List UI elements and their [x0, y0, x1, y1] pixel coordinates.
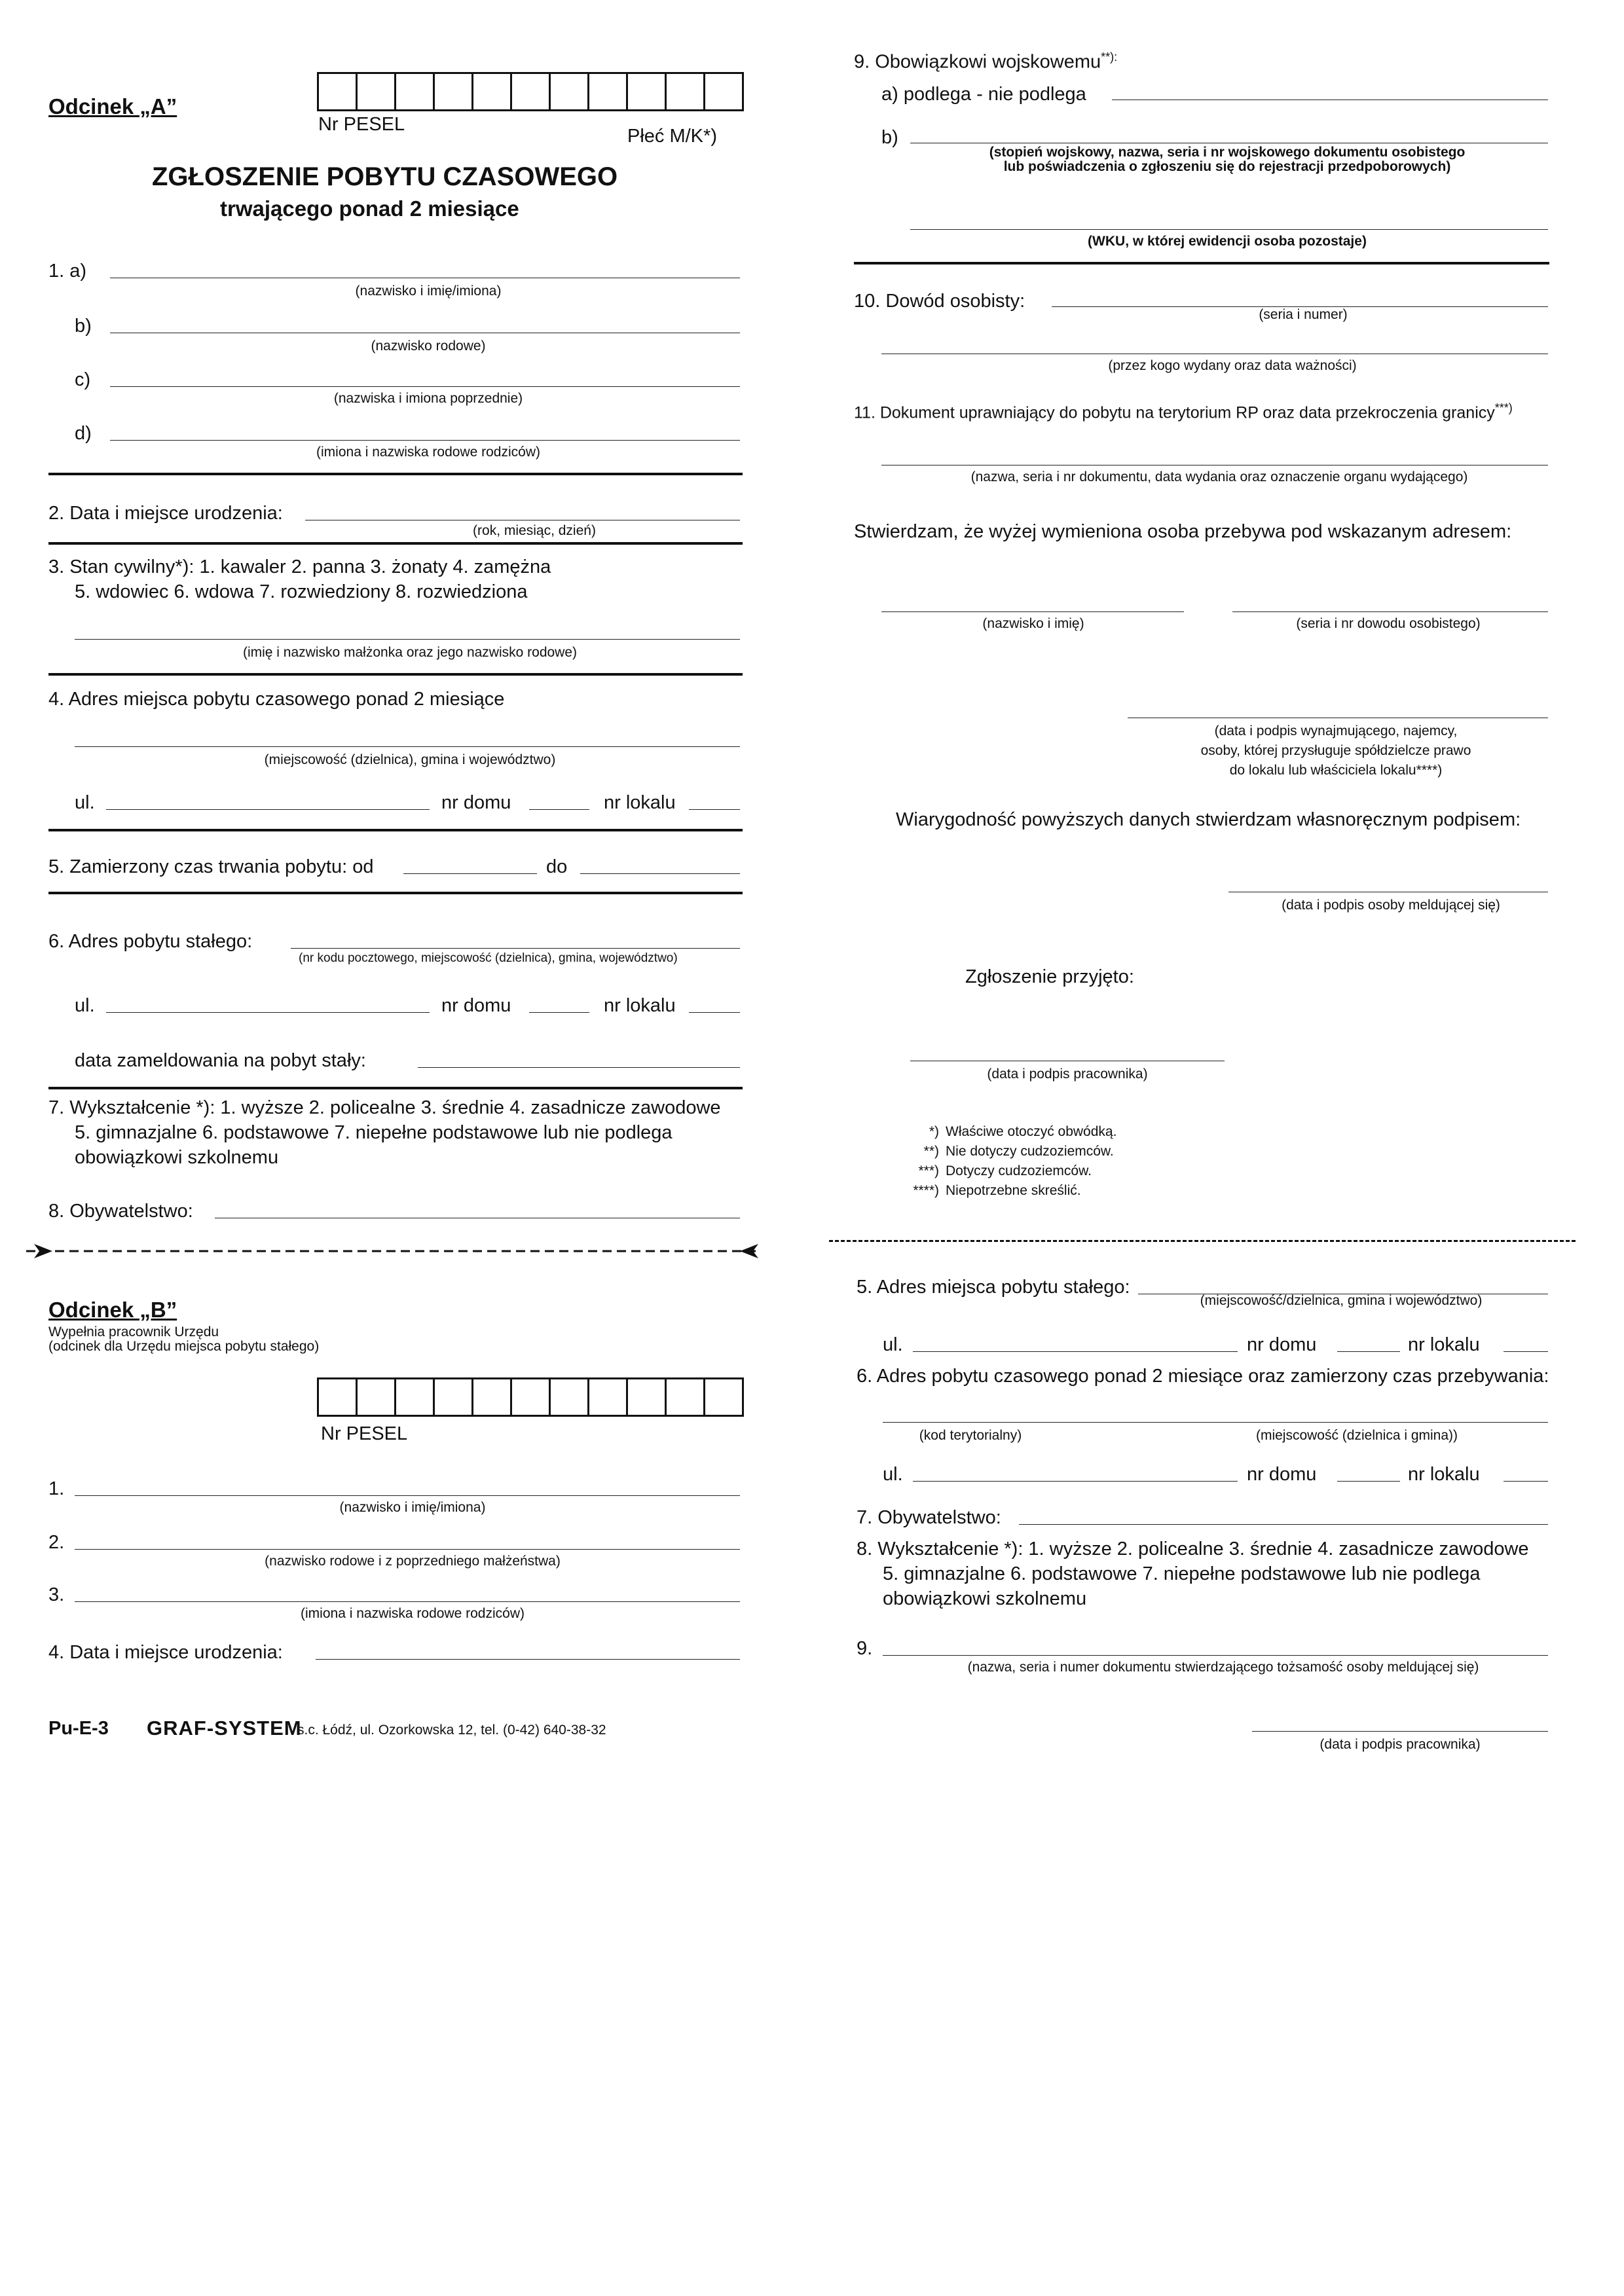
pesel-digit-box[interactable]: [589, 74, 628, 109]
rb5-label: 5. Adres miejsca pobytu stałego:: [857, 1277, 1130, 1298]
form-title: ZGŁOSZENIE POBYTU CZASOWEGO: [152, 162, 618, 191]
item1a-label: 1. a): [48, 261, 87, 282]
rb6-label: 6. Adres pobytu czasowego ponad 2 miesiące oraz zamierzony czas przebywania:: [857, 1366, 1549, 1387]
r11-hint: (nazwa, seria i nr dokumentu, data wydania oraz oznaczenie organu wydającego): [970, 469, 1468, 484]
item5-to-label: do: [546, 856, 568, 877]
item6-registered-label: data zameldowania na pobyt stały:: [75, 1050, 366, 1071]
item6-ul-label: ul.: [75, 995, 95, 1016]
item4-flat-line[interactable]: [689, 809, 740, 810]
rb8-line1[interactable]: 8. Wykształcenie *): 1. wyższe 2. policealne 3. średnie 4. zasadnicze zawodowe: [857, 1539, 1529, 1559]
pesel-digit-box[interactable]: [551, 1379, 589, 1415]
pesel-digit-box[interactable]: [319, 1379, 358, 1415]
pesel-digit-box[interactable]: [396, 74, 435, 109]
item8-label: 8. Obywatelstwo:: [48, 1201, 193, 1222]
item5-from-line[interactable]: [403, 873, 537, 874]
note-mark: **): [923, 1144, 939, 1159]
section-b-sub1: Wypełnia pracownik Urzędu: [48, 1324, 219, 1339]
note-mark: *): [929, 1124, 939, 1139]
r9a-label[interactable]: a) podlega - nie podlega: [881, 84, 1086, 105]
confirm-name-hint: (nazwisko i imię): [982, 616, 1084, 631]
arrow-right-icon: [34, 1244, 52, 1258]
rb6-house-label: nr domu: [1247, 1464, 1317, 1485]
item2-label: 2. Data i miejsce urodzenia:: [48, 503, 283, 524]
item4-hint: (miejscowość (dzielnica), gmina i województwo): [264, 752, 556, 767]
brand-logo: GRAF-SYSTEM: [147, 1717, 302, 1740]
rb5-flat-line[interactable]: [1504, 1351, 1548, 1352]
gender-label: Płeć M/K*): [627, 126, 717, 147]
item3-options-2[interactable]: 5. wdowiec 6. wdowa 7. rozwiedziony 8. rozwiedziona: [75, 581, 528, 602]
item1b-label: b): [75, 316, 92, 337]
rb5-street-line[interactable]: [913, 1351, 1238, 1352]
pesel-digit-box[interactable]: [512, 74, 551, 109]
b4-line[interactable]: [316, 1659, 740, 1660]
item1c-line[interactable]: [110, 386, 740, 387]
rb9-hint: (nazwa, seria i numer dokumentu stwierdzającego tożsamość osoby meldującej się): [967, 1660, 1479, 1675]
b1-label: 1.: [48, 1478, 65, 1499]
rb6-house-line[interactable]: [1337, 1481, 1400, 1482]
rb6-flat-line[interactable]: [1504, 1481, 1548, 1482]
item1c-hint: (nazwiska i imiona poprzednie): [333, 391, 523, 406]
r9-wku-hint: (WKU, w której ewidencji osoba pozostaje): [1088, 234, 1367, 249]
item7-line3[interactable]: obowiązkowi szkolnemu: [75, 1147, 279, 1168]
r-footer-line[interactable]: [1252, 1731, 1548, 1732]
item6-flat-line[interactable]: [689, 1012, 740, 1013]
r9-wku-line[interactable]: [910, 229, 1548, 230]
item1d-label: d): [75, 423, 92, 444]
note-text: Niepotrzebne skreślić.: [946, 1183, 1081, 1198]
item1a-hint: (nazwisko i imię/imiona): [355, 283, 502, 299]
b4-label: 4. Data i miejsce urodzenia:: [48, 1642, 283, 1663]
pesel-digit-box[interactable]: [628, 74, 667, 109]
confirm-text: Stwierdzam, że wyżej wymieniona osoba przebywa pod wskazanym adresem:: [854, 521, 1512, 542]
item6-house-label: nr domu: [441, 995, 511, 1016]
item4-ul-label: ul.: [75, 792, 95, 813]
item6-label: 6. Adres pobytu stałego:: [48, 931, 253, 952]
pesel-digit-box[interactable]: [589, 1379, 628, 1415]
note-text: Dotyczy cudzoziemców.: [946, 1163, 1092, 1178]
section-b-sub2: (odcinek dla Urzędu miejsca pobytu stałego): [48, 1339, 320, 1354]
pesel-digit-box[interactable]: [358, 74, 396, 109]
form-code: Pu-E-3: [48, 1718, 109, 1739]
rb8-line3[interactable]: obowiązkowi szkolnemu: [883, 1588, 1087, 1609]
rb5-house-label: nr domu: [1247, 1334, 1317, 1355]
r10-label: 10. Dowód osobisty:: [854, 291, 1025, 312]
rb6-hint1: (kod terytorialny): [919, 1428, 1022, 1443]
accepted-text: Zgłoszenie przyjęto:: [965, 966, 1134, 987]
item6-line[interactable]: [291, 948, 740, 949]
b1-hint: (nazwisko i imię/imiona): [339, 1500, 486, 1515]
pesel-digit-box[interactable]: [667, 1379, 705, 1415]
pesel-digit-box[interactable]: [551, 74, 589, 109]
note-mark: ***): [918, 1163, 939, 1178]
pesel-digit-box[interactable]: [435, 1379, 473, 1415]
rb6-hint2: (miejscowość (dzielnica i gmina)): [1255, 1428, 1458, 1443]
item6-street-line[interactable]: [106, 1012, 430, 1013]
section-a-title: Odcinek „A”: [48, 94, 177, 118]
divider: [48, 473, 743, 475]
pesel-label-b: Nr PESEL: [321, 1423, 408, 1444]
pesel-label: Nr PESEL: [318, 114, 405, 135]
landlord-hint2: osoby, której przysługuje spółdzielcze prawo: [1200, 743, 1471, 758]
item3-spouse-line[interactable]: [75, 639, 740, 640]
note-text: Nie dotyczy cudzoziemców.: [946, 1144, 1114, 1159]
item1b-hint: (nazwisko rodowe): [371, 338, 486, 354]
rb6-ul-label: ul.: [883, 1464, 903, 1485]
item4-line[interactable]: [75, 746, 740, 747]
divider: [48, 542, 743, 545]
b3-hint: (imiona i nazwiska rodowe rodziców): [301, 1606, 525, 1621]
landlord-hint3: do lokalu lub właściciela lokalu****): [1229, 763, 1443, 778]
landlord-hint1: (data i podpis wynajmującego, najemcy,: [1214, 723, 1458, 738]
r9b-hint1: (stopień wojskowy, nazwa, seria i nr wojskowego dokumentu osobistego: [989, 145, 1466, 160]
pesel-digit-box[interactable]: [435, 74, 473, 109]
rb6-line[interactable]: [883, 1422, 1548, 1423]
item4-house-line[interactable]: [529, 809, 589, 810]
note-mark: ****): [913, 1183, 939, 1198]
item1d-hint: (imiona i nazwiska rodowe rodziców): [316, 445, 540, 460]
item7-line1[interactable]: 7. Wykształcenie *): 1. wyższe 2. policealne 3. średnie 4. zasadnicze zawodowe: [48, 1097, 721, 1118]
item1d-line[interactable]: [110, 440, 740, 441]
cut-line-right: [829, 1240, 1576, 1242]
pesel-digit-box[interactable]: [358, 1379, 396, 1415]
item4-street-line[interactable]: [106, 809, 430, 810]
divider: [48, 1087, 743, 1089]
r9b-hint2: lub poświadczenia o zgłoszeniu się do rejestracji przedpoborowych): [1003, 159, 1451, 174]
form-subtitle: trwającego ponad 2 miesiące: [220, 196, 519, 221]
b3-line[interactable]: [75, 1601, 740, 1602]
pesel-digit-box[interactable]: [705, 74, 742, 109]
pesel-digit-box[interactable]: [396, 1379, 435, 1415]
item3-hint: (imię i nazwisko małżonka oraz jego nazwisko rodowe): [242, 645, 578, 660]
pesel-digit-box[interactable]: [473, 74, 512, 109]
item1c-label: c): [75, 369, 91, 390]
item2-hint: (rok, miesiąc, dzień): [473, 523, 596, 538]
pesel-digit-box[interactable]: [667, 74, 705, 109]
confirm-name-line[interactable]: [881, 611, 1184, 612]
pesel-digit-box[interactable]: [512, 1379, 551, 1415]
rb9-label: 9.: [857, 1638, 873, 1659]
r9-label: 9. Obowiązkowi wojskowemu**):: [854, 50, 1118, 73]
credibility-hint: (data i podpis osoby meldującej się): [1282, 898, 1500, 913]
pesel-digit-box[interactable]: [705, 1379, 742, 1415]
rb5-flat-label: nr lokalu: [1408, 1334, 1480, 1355]
pesel-boxes[interactable]: [317, 72, 744, 111]
divider: [48, 892, 743, 894]
confirm-id-hint: (seria i nr dowodu osobistego): [1296, 616, 1481, 631]
pesel-digit-box[interactable]: [628, 1379, 667, 1415]
b1-line[interactable]: [75, 1495, 740, 1496]
r-footer-hint: (data i podpis pracownika): [1320, 1737, 1481, 1752]
brand-address: s.c. Łódź, ul. Ozorkowska 12, tel. (0-42) 640-38-32: [297, 1722, 606, 1738]
rb5-house-line[interactable]: [1337, 1351, 1400, 1352]
item5-label: 5. Zamierzony czas trwania pobytu: od: [48, 856, 374, 877]
confirm-id-line[interactable]: [1232, 611, 1548, 612]
b2-line[interactable]: [75, 1549, 740, 1550]
item4-flat-label: nr lokalu: [604, 792, 676, 813]
rb5-hint: (miejscowość/dzielnica, gmina i województwo): [1200, 1293, 1483, 1308]
divider: [854, 262, 1549, 264]
r9b-label: b): [881, 127, 898, 148]
divider: [48, 673, 743, 676]
rb6-street-line[interactable]: [913, 1481, 1238, 1482]
pesel-digit-box[interactable]: [473, 1379, 512, 1415]
item6-flat-label: nr lokalu: [604, 995, 676, 1016]
accepted-hint: (data i podpis pracownika): [987, 1066, 1148, 1082]
divider: [48, 829, 743, 831]
cut-line: [20, 1241, 773, 1261]
pesel-digit-box[interactable]: [319, 74, 358, 109]
r10-hint: (seria i numer): [1259, 307, 1348, 322]
note-text: Właściwe otoczyć obwódką.: [946, 1124, 1117, 1139]
r11-label: 11. Dokument uprawniający do pobytu na terytorium RP oraz data przekroczenia granicy***): [854, 401, 1513, 422]
credibility-text: Wiarygodność powyższych danych stwierdzam własnoręcznym podpisem:: [896, 809, 1521, 830]
b2-hint: (nazwisko rodowe i z poprzedniego małżeństwa): [265, 1554, 561, 1569]
section-b-title: Odcinek „B”: [48, 1298, 177, 1322]
rb9-line[interactable]: [883, 1655, 1548, 1656]
item4-label: 4. Adres miejsca pobytu czasowego ponad 2 miesiące: [48, 689, 505, 710]
rb5-ul-label: ul.: [883, 1334, 903, 1355]
item7-line2[interactable]: 5. gimnazjalne 6. podstawowe 7. niepełne podstawowe lub nie podlega: [75, 1122, 673, 1143]
rb7-label: 7. Obywatelstwo:: [857, 1507, 1001, 1528]
pesel-boxes-b[interactable]: [317, 1377, 744, 1417]
b2-label: 2.: [48, 1532, 65, 1553]
item4-house-label: nr domu: [441, 792, 511, 813]
item6-registered-line[interactable]: [418, 1067, 740, 1068]
r10-hint2: (przez kogo wydany oraz data ważności): [1108, 358, 1357, 373]
item5-to-line[interactable]: [580, 873, 740, 874]
b3-label: 3.: [48, 1584, 65, 1605]
item6-house-line[interactable]: [529, 1012, 589, 1013]
rb7-line[interactable]: [1019, 1524, 1548, 1525]
rb6-flat-label: nr lokalu: [1408, 1464, 1480, 1485]
item6-hint: (nr kodu pocztowego, miejscowość (dzielnica), gmina, województwo): [299, 951, 678, 965]
rb8-line2[interactable]: 5. gimnazjalne 6. podstawowe 7. niepełne podstawowe lub nie podlega: [883, 1563, 1481, 1584]
item3-options[interactable]: 3. Stan cywilny*): 1. kawaler 2. panna 3. żonaty 4. zamężna: [48, 556, 551, 577]
